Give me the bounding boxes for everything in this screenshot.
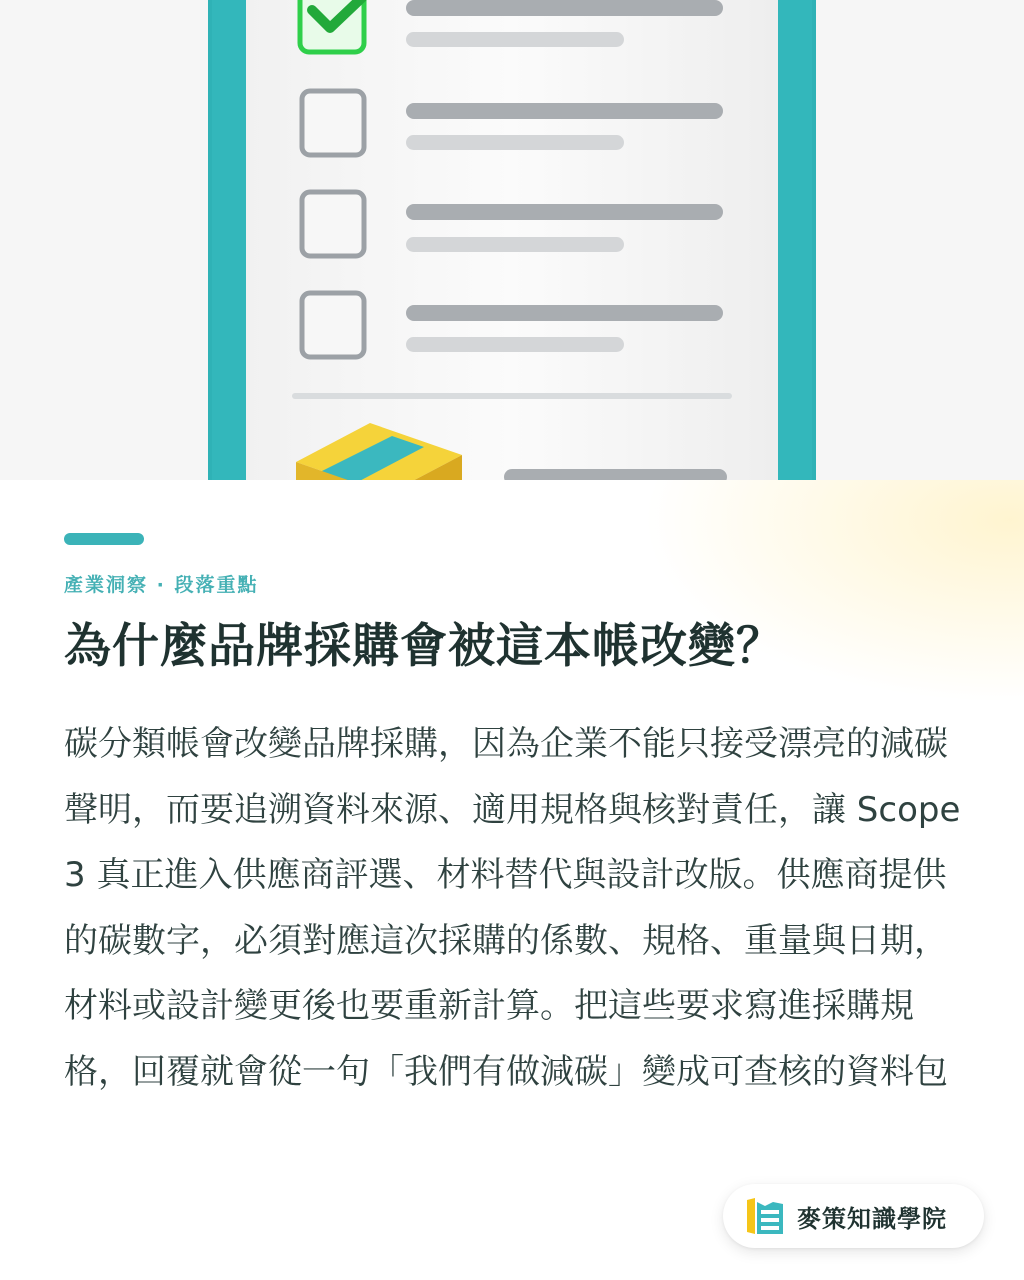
checkbox-icon [302, 91, 364, 155]
accent-bar [64, 533, 144, 545]
checkbox-icon [302, 293, 364, 357]
checklist-divider [292, 393, 732, 399]
category-label: 產業洞察 · 段落重點 [64, 574, 259, 596]
body-paragraph: 碳分類帳會改變品牌採購，因為企業不能只接受漂亮的減碳聲明，而要追溯資料來源、適用規格與核對責任，讓 Scope 3 真正進入供應商評選、材料替代與設計改版。供應商提供的碳數字，必須對應這次採購的係數、規格、重量與日期，材料或設計變更後也要重新計算。把這些要求寫進採購規格，回覆就會從一句「我們有做減碳」變成可查核的資料包 [64, 724, 961, 1092]
brand-logo-icon [745, 1196, 785, 1236]
checkbox-icon [302, 192, 364, 256]
headline: 為什麼品牌採購會被這本帳改變？ [64, 619, 784, 674]
checklist-clipboard-illustration [0, 0, 1024, 480]
hero-illustration [0, 0, 1024, 480]
brand-name: 麥策知識學院 [797, 1204, 947, 1233]
brand-badge[interactable] [723, 1184, 984, 1248]
